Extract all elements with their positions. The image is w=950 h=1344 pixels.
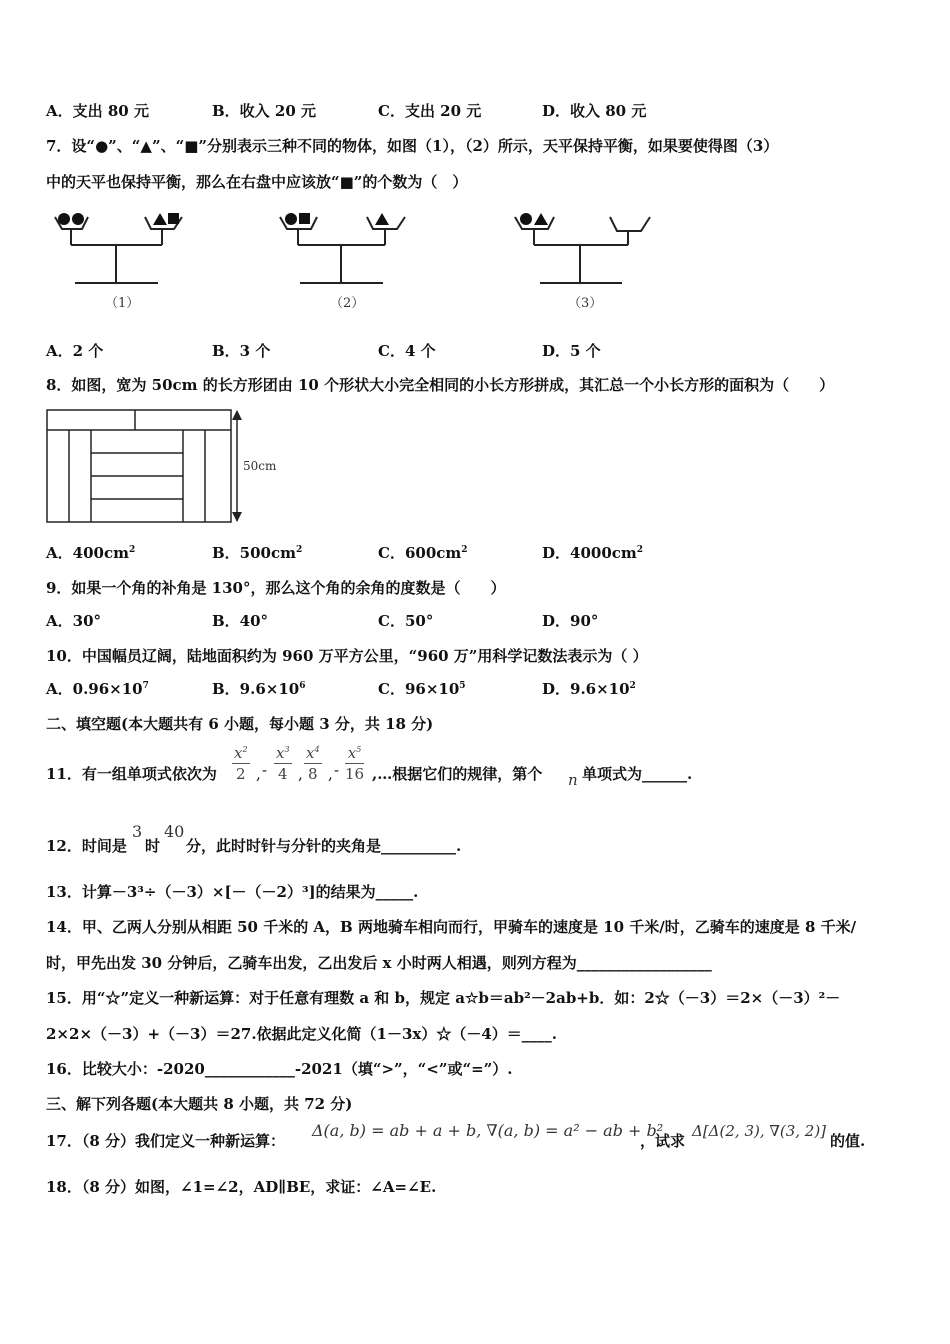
q15-text-line2: 2×2×（－3）+（－3）＝27.依据此定义化简（1－3x）☆（－4）＝____.: [46, 1025, 558, 1043]
q17-formula: Δ(a, b) = ab + a + b, ∇(a, b) = a² − ab + b²: [312, 1121, 664, 1140]
q18-text: 18．（8 分）如图，∠1=∠2，AD∥BE，求证：∠A=∠E.: [46, 1178, 437, 1196]
q17-suffix: 的值.: [830, 1132, 866, 1150]
circle-shape: [72, 213, 84, 225]
q11-prefix: 11．有一组单项式依次为: [46, 765, 217, 783]
triangle-shape: [153, 213, 167, 225]
q11-middle: ,…根据它们的规律，第个: [372, 765, 543, 783]
circle-shape: [285, 213, 297, 225]
triangle-shape: [375, 213, 389, 225]
q6-option-d: D．收入 80 元: [542, 102, 647, 120]
q17-target: Δ[Δ(2, 3), ∇(3, 2)]: [692, 1122, 827, 1140]
circle-shape: [58, 213, 70, 225]
q6-option-c: C．支出 20 元: [378, 102, 482, 120]
fraction-2: $\frac{x^3}{4}$: [276, 744, 290, 783]
q11-sign-2: -: [262, 761, 268, 779]
q12-hour-unit: 时: [145, 837, 161, 855]
q12-hour: 3: [132, 822, 143, 841]
q11-sign-4: -: [334, 761, 340, 779]
triangle-shape: [534, 213, 548, 225]
q10-option-c: C．$96\times 10^5$: [378, 680, 466, 698]
q8-option-a: A．$400cm^2$: [46, 544, 136, 562]
q8-option-b: B．$500cm^2$: [212, 544, 303, 562]
q9-option-a: A．30°: [46, 612, 102, 630]
q10-text: 10．中国幅员辽阔，陆地面积约为 960 万平方公里，“960 万”用科学记数法表示为（ ）: [46, 647, 648, 665]
q8-text: 8．如图，宽为 50cm 的长方形团由 10 个形状大小完全相同的小长方形拼成，其汇总一个小长方形的面积为（ ）: [46, 376, 835, 394]
q11-suffix: 单项式为______.: [582, 765, 693, 783]
balance-figure-3: [510, 205, 690, 315]
fraction-3: $\frac{x^4}{8}$: [306, 744, 320, 783]
q9-option-d: D．90°: [542, 612, 599, 630]
q12-prefix: 12．时间是: [46, 837, 127, 855]
q6-option-b: B．收入 20 元: [212, 102, 316, 120]
caption-3: （3）: [568, 296, 603, 311]
balance-figure-1: [50, 205, 220, 315]
q9-option-b: B．40°: [212, 612, 269, 630]
caption-1: （1）: [105, 296, 140, 311]
q11-comma-1: ,: [256, 765, 261, 783]
q16-text: 16．比较大小：-2020____________-2021（填“>”，“<”或“=”）.: [46, 1060, 513, 1078]
square-shape: [299, 213, 310, 224]
q12-suffix: 分，此时时针与分针的夹角是__________.: [186, 837, 462, 855]
q17-middle: ，试求: [640, 1132, 686, 1150]
fraction-1: $\frac{x^2}{2}$: [234, 744, 248, 783]
q7-text-line1: 7．设“●”、“▲”、“■”分别表示三种不同的物体，如图（1），（2）所示，天平保持平衡，如果要使得图（3）: [46, 137, 779, 155]
rectangle-figure: [45, 408, 295, 526]
caption-2: （2）: [330, 296, 365, 311]
q10-option-b: B．$9.6\times 10^6$: [212, 680, 306, 698]
q10-option-d: D．$9.6\times 10^2$: [542, 680, 636, 698]
q11-comma-2: ,: [298, 765, 303, 783]
q7-text-line2: 中的天平也保持平衡，那么在右盘中应该放“■”的个数为（ ）: [46, 173, 468, 191]
q7-option-d: D．5 个: [542, 342, 601, 360]
q11-comma-3: ,: [328, 765, 333, 783]
q11-var-n: n: [568, 771, 578, 789]
circle-shape: [520, 213, 532, 225]
q13-text: 13．计算－3³÷（－3）×[－（－2）³]的结果为_____.: [46, 883, 419, 901]
fraction-4: $\frac{x^5}{16}$: [345, 744, 365, 783]
section-3-heading: 三、解下列各题(本大题共 8 小题，共 72 分): [46, 1095, 353, 1113]
dimension-label: 50cm: [243, 459, 277, 473]
q9-option-c: C．50°: [378, 612, 434, 630]
q10-option-a: A．$0.96\times 10^7$: [46, 680, 149, 698]
q17-prefix: 17．（8 分）我们定义一种新运算：: [46, 1132, 286, 1150]
q9-text: 9．如果一个角的补角是 130°，那么这个角的余角的度数是（ ）: [46, 579, 506, 597]
q8-option-d: D．$4000cm^2$: [542, 544, 644, 562]
q7-option-a: A．2 个: [46, 342, 104, 360]
q15-text-line1: 15．用“☆”定义一种新运算：对于任意有理数 a 和 b，规定 a☆b＝ab²－2ab+b．如：2☆（－3）＝2×（－3）²－: [46, 989, 841, 1007]
q12-minute: 40: [164, 822, 185, 841]
balance-figure-2: [275, 205, 445, 315]
q6-option-a: A．支出 80 元: [46, 102, 149, 120]
section-2-heading: 二、填空题(本大题共有 6 小题，每小题 3 分，共 18 分): [46, 715, 434, 733]
q14-text-line2: 时，甲先出发 30 分钟后，乙骑车出发，乙出发后 x 小时两人相遇，则列方程为__________________: [46, 954, 712, 972]
q7-option-b: B．3 个: [212, 342, 271, 360]
q8-option-c: C．$600cm^2$: [378, 544, 468, 562]
q7-option-c: C．4 个: [378, 342, 436, 360]
q14-text-line1: 14．甲、乙两人分别从相距 50 千米的 A，B 两地骑车相向而行，甲骑车的速度是 10 千米/时，乙骑车的速度是 8 千米/: [46, 918, 857, 936]
square-shape: [168, 213, 179, 224]
